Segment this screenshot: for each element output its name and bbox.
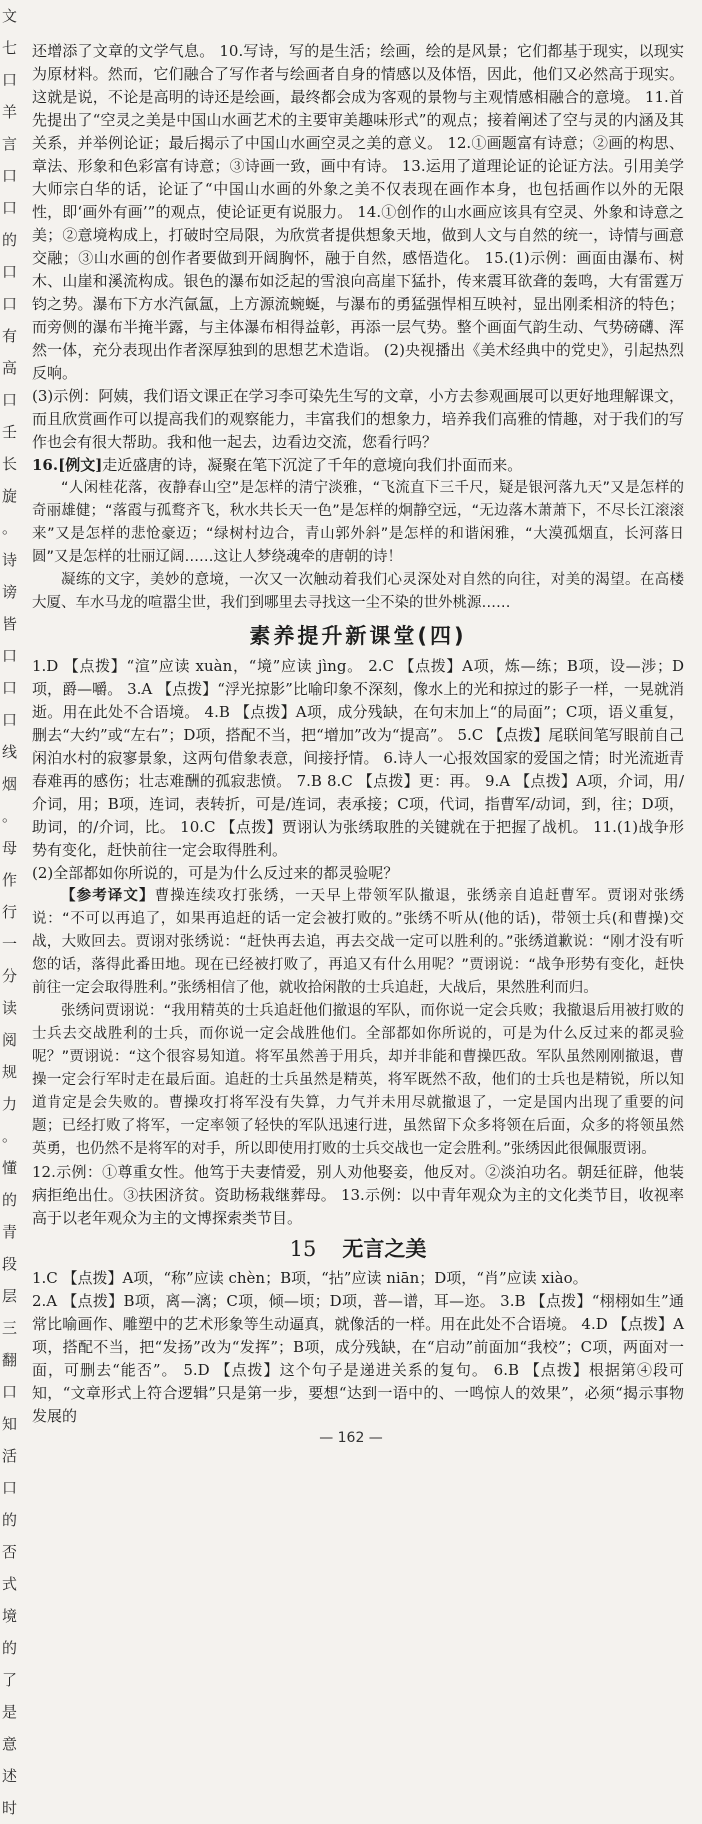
essay-paragraph — [32, 569, 684, 615]
paragraph-text: 走近盛唐的诗，凝聚在笔下沉淀了千年的意境向我们扑面而来。 — [102, 456, 523, 474]
paragraph-text: 还增添了文章的文学气息。 10.写诗，写的是生活；绘画，绘的是风景；它们都基于现实，以现实为原材料。然而，它们融合了写作者与绘画者自身的情感以及体悟，因此，他们又必然高于现实。这就是说，不论是高明的诗还是绘画，最终都会成为客观的景物与主观情感相融合的意境。 11.首先提出了“空灵之美是中国山水画艺术的主要审美趣味形式”的观点；接着阐述了空与灵的内涵及其关系，并举例论证；最后揭示了中国山水画空灵之美的意义。 12.①画题富有诗意；②画的构思、章法、形象和色彩富有诗意；③诗画一致，画中有诗。 13.运用了道理论证的论证方法。引用美学大师宗白华的话，论证了“中国山水画的外象之美不仅表现在画作本身，也包括画作以外的无限性，即‘画外有画’”的观点，使论证更有说服力。 14.①创作的山水画应该具有空灵、外象和诗意之美；②意境构成上，打破时空局限，为欣赏者提供想象天地，做到人文与自然的统一，诗情与画意交融；③山水画的创作者要做到开阔胸怀，融于自然，感悟造化。 15.(1)示例：画面由瀑布、树木、山崖和溪流构成。银色的瀑布如泛起的雪浪向高崖下猛扑，传来震耳欲聋的轰鸣，大有雷霆万钧之势。瀑布下方水汽氤氲，上方源流蜿蜒，与瀑布的勇猛强悍相互映衬，显出刚柔相济的特色；而旁侧的瀑布半掩半露，与主体瀑布相得益彰，再添一层气势。整个画面气韵生动、气势磅礴、浑然一体，充分表现出作者深厚独到的思想艺术造诣。 (2)央视播出《美术经典中的党史》，引起热烈反响。 — [32, 42, 684, 382]
margin-fragment: 皆 — [2, 615, 18, 633]
margin-fragment: 懂 — [2, 1159, 18, 1177]
margin-fragment: 。 — [2, 519, 18, 537]
margin-fragment: 烟 — [2, 775, 18, 793]
lesson-title — [32, 1235, 684, 1263]
margin-fragment: 活 — [2, 1447, 18, 1465]
margin-fragment: 境 — [2, 1607, 18, 1625]
margin-fragment: 行 — [2, 903, 18, 921]
margin-fragment: 口 — [2, 711, 18, 729]
margin-fragment: 知 — [2, 1415, 18, 1433]
margin-fragment: 壬 — [2, 423, 18, 441]
margin-fragment: 力 — [2, 1095, 18, 1113]
margin-fragment: 诗 — [2, 551, 18, 569]
margin-fragment: 口 — [2, 71, 18, 89]
answer-paragraph — [32, 1161, 684, 1230]
left-margin-strip — [0, 0, 24, 1817]
margin-fragment: 阅 — [2, 1031, 18, 1049]
margin-fragment: 一 — [2, 935, 18, 953]
label-prefix: 【参考译文】 — [61, 888, 155, 904]
answer-page-content — [32, 40, 684, 1428]
margin-fragment: 的 — [2, 1639, 18, 1657]
margin-fragment: 口 — [2, 263, 18, 281]
paragraph-text: (2)全部都如你所说的，可是为什么反过来的都灵验呢？ — [32, 864, 399, 882]
margin-fragment: 羊 — [2, 103, 18, 121]
margin-fragment: 口 — [2, 295, 18, 313]
essay-paragraph — [32, 885, 684, 1000]
margin-fragment: 长 — [2, 455, 18, 473]
margin-fragment: 翻 — [2, 1351, 18, 1369]
margin-fragment: 时 — [2, 1799, 18, 1817]
paragraph-text: “人闲桂花落，夜静春山空”是怎样的清宁淡雅，“飞流直下三千尺，疑是银河落九天”又是怎样的奇丽雄健；“落霞与孤鹜齐飞，秋水共长天一色”是怎样的炯静空远，“无边落木萧萧下，不尽长江滚滚来”又是怎样的悲怆豪迈；“绿树村边合，青山郭外斜”是怎样的和谐闲雅，“大漠孤烟直，长河落日圆”又是怎样的壮丽辽阔……这让人梦绕魂牵的唐朝的诗！ — [32, 480, 684, 565]
essay-paragraph — [32, 1000, 684, 1161]
paragraph-text: 张绣问贾诩说：“我用精英的士兵追赶他们撤退的军队，而你说一定会兵败；我撤退后用被打败的士兵去交战胜利的士兵，而你说一定会战胜他们。全部都如你所说的，可是为什么反过来的都灵验呢？”贾诩说：“这个很容易知道。将军虽然善于用兵，却并非能和曹操匹敌。军队虽然刚刚撤退，曹操一定会行军时走在最后面。追赶的士兵虽然是精英，将军既然不敌，他们的士兵也是精锐，所以知道肯定是会失败的。曹操攻打将军没有失算，力气并未用尽就撤退了，一定是国内出现了重要的问题；已经打败了将军，一定率领了轻快的军队迅速行进，虽然留下众多将领在后面，众多的将领虽然英勇，也仍然不是将军的对手，所以即使用打败的士兵交战也一定会胜利。”张绣因此很佩服贾诩。 — [32, 1003, 684, 1157]
margin-fragment: 的 — [2, 1191, 18, 1209]
margin-fragment: 有 — [2, 327, 18, 345]
paragraph-text: 1.C 【点拨】A项，“称”应读 chèn；B项，“拈”应读 niān；D项，“肖”应读 xiào。 — [32, 1269, 588, 1287]
margin-fragment: 口 — [2, 391, 18, 409]
margin-fragment: 言 — [2, 135, 18, 153]
paragraph-text: 曹操连续攻打张绣，一天早上带领军队撤退，张绣亲自追赶曹军。贾诩对张绣说：“不可以再追了，如果再追赶的话一定会被打败的。”张绣不听从(他的话)，带领士兵(和曹操)交战，大败回去。贾诩对张绣说：“赶快再去追，再去交战一定可以胜利的。”张绣道歉说：“刚才没有听您的话，落得此番田地。现在已经被打败了，再追又有什么用呢？”贾诩说：“战争形势有变化，赶快前往一定会取得胜利。”张绣相信了他，就收拾闲散的士兵追赶，大战后，果然胜利而归。 — [32, 888, 685, 996]
label-prefix: 16.[例文] — [32, 456, 103, 474]
margin-fragment: 青 — [2, 1223, 18, 1241]
margin-fragment: 文 — [2, 7, 18, 25]
lesson-number: 15 — [289, 1237, 317, 1261]
margin-fragment: 式 — [2, 1575, 18, 1593]
paragraph-text: 1.D 【点拨】“渲”应读 xuàn，“境”应读 jìng。 2.C 【点拨】A项，炼—练；B项，设—涉；D项，爵—嚼。 3.A 【点拨】“浮光掠影”比喻印象不深刻，像水上的光和掠过的影子一样，一晃就消逝。用在此处不合语境。 4.B 【点拨】A项，成分残缺，在句末加上“的局面”；C项，语义重复，删去“大约”或“左右”；D项，搭配不当，把“增加”改为“提高”。 5.C 【点拨】尾联间笔写眼前自己闲泊水村的寂寥景象，这两句借象表意，间接抒情。 6.诗人一心报效国家的爱国之情；时光流逝青春难再的感伤；壮志难酬的孤寂悲愤。 7.B 8.C 【点拨】更：再。 9.A 【点拨】A项，介词，用/介词，用；B项，连词，表转折，可是/连词，表承接；C项，代词，指曹军/动词，到，往；D项，助词，的/介词，比。 10.C 【点拨】贾诩认为张绣取胜的关键就在于把握了战机。 11.(1)战争形势有变化，赶快前往一定会取得胜利。 — [32, 657, 684, 859]
answer-paragraph — [32, 40, 684, 385]
margin-fragment: 的 — [2, 231, 18, 249]
paragraph-text: 2.A 【点拨】B项，离—漓；C项，倾—顷；D项，普—谱，耳—迩。 3.B 【点拨】“栩栩如生”通常比喻画作、雕塑中的艺术形象等生动逼真，就像活的一样。用在此处不合语境。 4.D 【点拨】A项，搭配不当，把“发扬”改为“发挥”；B项，成分残缺，在“启动”前面加“我校”；C项，两面对一面，可删去“能否”。 5.D 【点拨】这个句子是递进关系的复句。 6.B 【点拨】根据第④段可知，“文章形式上符合逻辑”只是第一步，要想“达到一语中的、一鸣惊人的效果”，必须“揭示事物发展的 — [32, 1292, 684, 1425]
margin-fragment: 否 — [2, 1543, 18, 1561]
margin-fragment: 读 — [2, 999, 18, 1017]
margin-fragment: 旋 — [2, 487, 18, 505]
paragraph-text: 凝练的文字，美妙的意境，一次又一次触动着我们心灵深处对自然的向往，对美的渴望。在高楼大厦、车水马龙的喧嚣尘世，我们到哪里去寻找这一尘不染的世外桃源…… — [32, 572, 684, 611]
margin-fragment: 是 — [2, 1703, 18, 1721]
answer-paragraph — [32, 655, 684, 862]
paragraph-text: (3)示例：阿姨，我们语文课正在学习李可染先生写的文章，小方去参观画展可以更好地理解课文，而且欣赏画作可以提高我们的观察能力，丰富我们的想象力，培养我们高雅的情趣，对于我们的写作也会有很大帮助。我和他一起去，边看边交流，您看行吗？ — [32, 387, 684, 451]
essay-paragraph — [32, 477, 684, 569]
answer-paragraph — [32, 1267, 684, 1290]
margin-fragment: 母 — [2, 839, 18, 857]
answer-paragraph — [32, 454, 684, 477]
margin-fragment: 线 — [2, 743, 18, 761]
margin-fragment: 口 — [2, 1383, 18, 1401]
margin-fragment: 层 — [2, 1287, 18, 1305]
margin-fragment: 的 — [2, 1511, 18, 1529]
margin-fragment: 述 — [2, 1767, 18, 1785]
margin-fragment: 规 — [2, 1063, 18, 1081]
margin-fragment: 口 — [2, 167, 18, 185]
margin-fragment: 。 — [2, 807, 18, 825]
lesson-name: 无言之美 — [342, 1237, 427, 1261]
margin-fragment: 高 — [2, 359, 18, 377]
page-number: — 162 — — [319, 1430, 383, 1446]
margin-fragment: 意 — [2, 1735, 18, 1753]
margin-fragment: 三 — [2, 1319, 18, 1337]
paragraph-text: 12.示例：①尊重女性。他笃于夫妻情爱，别人劝他娶妾，他反对。②淡泊功名。朝廷征辟，他装病拒绝出仕。③扶困济贫。资助杨栽继葬母。 13.示例：以中青年观众为主的文化类节目，收视率高于以老年观众为主的文博探索类节目。 — [32, 1163, 684, 1227]
margin-fragment: 口 — [2, 679, 18, 697]
margin-fragment: 口 — [2, 647, 18, 665]
margin-fragment: 段 — [2, 1255, 18, 1273]
margin-fragment: 分 — [2, 967, 18, 985]
answer-paragraph — [32, 1290, 684, 1428]
section-title: 素养提升新课堂(四) — [249, 624, 467, 648]
margin-fragment: 谤 — [2, 583, 18, 601]
answer-paragraph — [32, 385, 684, 454]
margin-fragment: 。 — [2, 1127, 18, 1145]
answer-paragraph — [32, 862, 684, 885]
margin-fragment: 七 — [2, 39, 18, 57]
margin-fragment: 口 — [2, 199, 18, 217]
margin-fragment: 了 — [2, 1671, 18, 1689]
margin-fragment: 作 — [2, 871, 18, 889]
margin-fragment: 口 — [2, 1479, 18, 1497]
